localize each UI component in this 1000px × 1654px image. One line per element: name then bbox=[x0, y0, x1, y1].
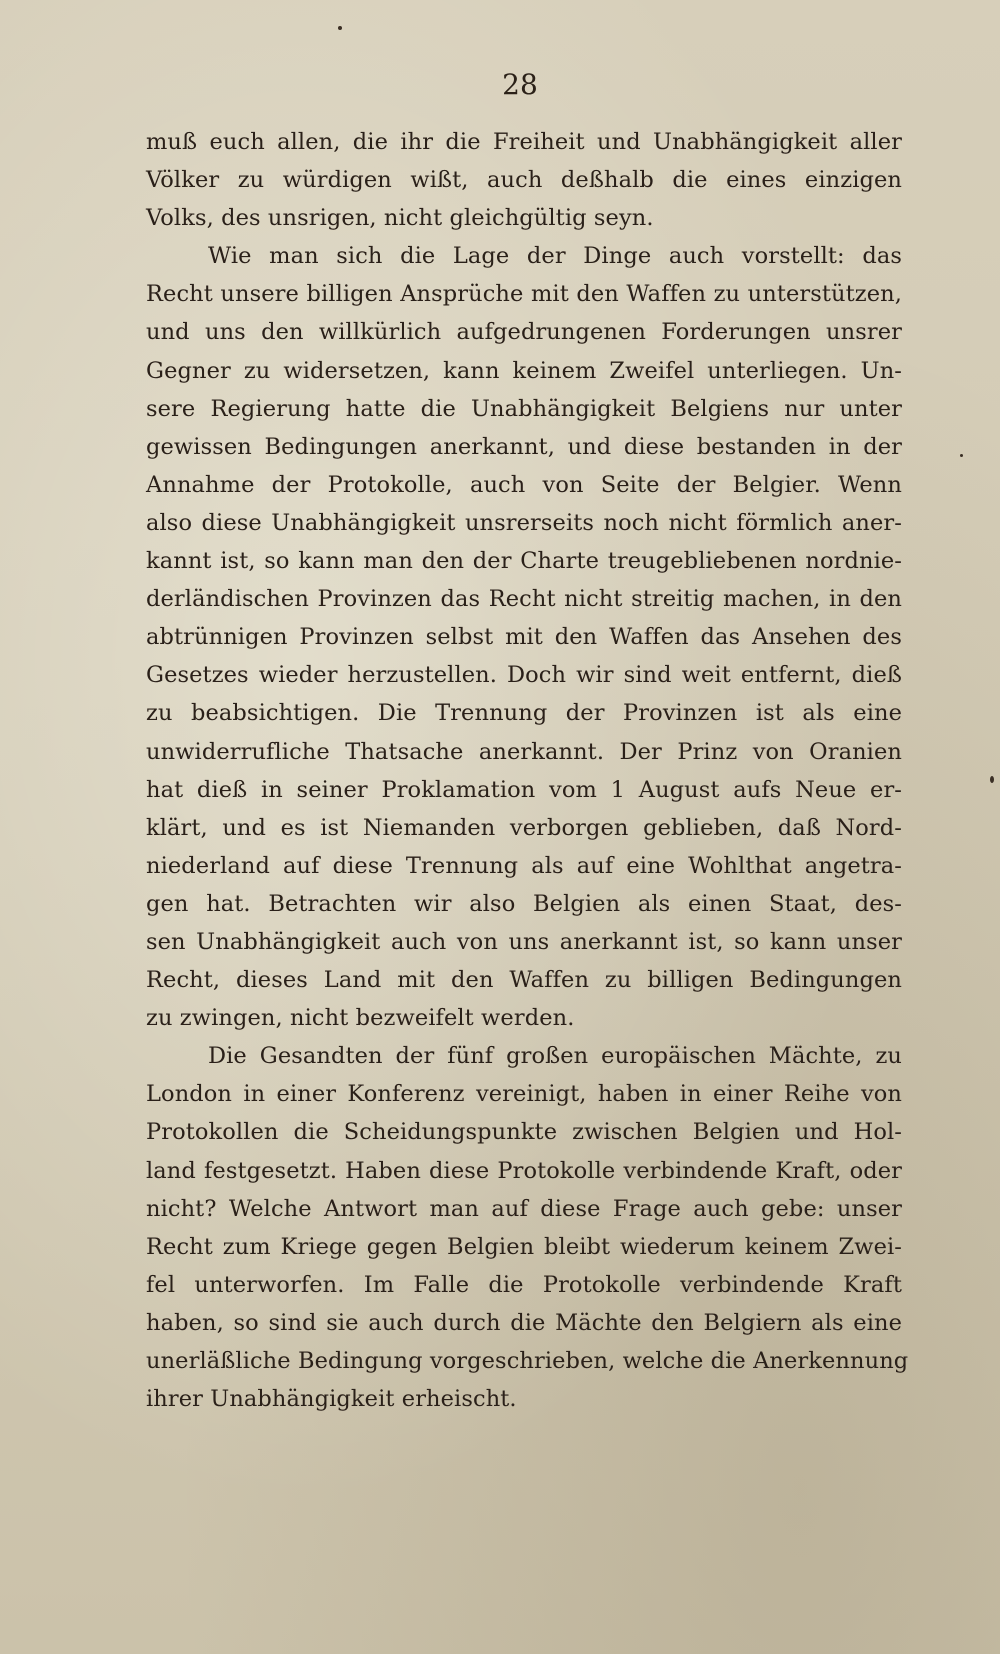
text-line: also diese Unabhängigkeit unsrerseits noch nicht förmlich aner- bbox=[146, 509, 902, 536]
text-line: haben, so sind sie auch durch die Mächte den Belgiern als eine bbox=[146, 1309, 902, 1336]
text-line: klärt, und es ist Niemanden verborgen geblieben, daß Nord- bbox=[146, 814, 902, 841]
text-line: fel unterworfen. Im Falle die Protokolle verbindende Kraft bbox=[146, 1271, 902, 1298]
text-line: niederland auf diese Trennung als auf eine Wohlthat angetra- bbox=[146, 852, 902, 879]
text-line: Recht unsere billigen Ansprüche mit den Waffen zu unterstützen, bbox=[146, 281, 902, 308]
text-line: land festgesetzt. Haben diese Protokolle verbindende Kraft, oder bbox=[146, 1157, 902, 1184]
text-line: hat dieß in seiner Proklamation vom 1 August aufs Neue er- bbox=[146, 776, 902, 803]
text-line: nicht? Welche Antwort man auf diese Frage auch gebe: unser bbox=[146, 1195, 902, 1222]
text-line: ihrer Unabhängigkeit erheischt. bbox=[146, 1386, 517, 1413]
text-line: Wie man sich die Lage der Dinge auch vorstellt: das bbox=[208, 243, 902, 270]
page-number: 28 bbox=[502, 68, 538, 101]
text-line: kannt ist, so kann man den der Charte treugebliebenen nordnie- bbox=[146, 548, 902, 575]
text-line: sen Unabhängigkeit auch von uns anerkannt ist, so kann unser bbox=[146, 928, 902, 955]
text-line: muß euch allen, die ihr die Freiheit und Unabhängigkeit aller bbox=[146, 129, 902, 155]
text-line: Recht, dieses Land mit den Waffen zu billigen Bedingungen bbox=[146, 967, 902, 994]
text-line: Recht zum Kriege gegen Belgien bleibt wiederum keinem Zwei- bbox=[146, 1233, 902, 1260]
text-line: gewissen Bedingungen anerkannt, und diese bestanden in der bbox=[146, 433, 902, 460]
text-line: derländischen Provinzen das Recht nicht streitig machen, in den bbox=[146, 586, 902, 613]
text-line: und uns den willkürlich aufgedrungenen Forderungen unsrer bbox=[146, 319, 902, 346]
text-line: Protokollen die Scheidungspunkte zwischen Belgien und Hol- bbox=[146, 1119, 902, 1146]
text-line: Die Gesandten der fünf großen europäischen Mächte, zu bbox=[208, 1043, 902, 1070]
ink-speck bbox=[960, 454, 963, 457]
text-line: zu beabsichtigen. Die Trennung der Provinzen ist als eine bbox=[146, 700, 902, 727]
ink-speck bbox=[990, 776, 994, 783]
ink-speck bbox=[338, 26, 342, 30]
text-line: gen hat. Betrachten wir also Belgien als einen Staat, des- bbox=[146, 890, 902, 917]
text-line: unwiderrufliche Thatsache anerkannt. Der Prinz von Oranien bbox=[146, 738, 902, 765]
text-line: Gesetzes wieder herzustellen. Doch wir sind weit entfernt, dieß bbox=[146, 662, 902, 689]
paragraph bbox=[146, 237, 902, 1037]
text-line: unerläßliche Bedingung vorgeschrieben, welche die Anerkennung bbox=[146, 1348, 909, 1374]
text-line: London in einer Konferenz vereinigt, haben in einer Reihe von bbox=[146, 1081, 902, 1108]
text-line: abtrünnigen Provinzen selbst mit den Waffen das Ansehen des bbox=[146, 624, 902, 651]
text-line: sere Regierung hatte die Unabhängigkeit Belgiens nur unter bbox=[146, 395, 902, 422]
text-line: Gegner zu widersetzen, kann keinem Zweifel unterliegen. Un- bbox=[146, 357, 902, 384]
text-line: Volks, des unsrigen, nicht gleichgültig seyn. bbox=[146, 205, 654, 232]
text-line: zu zwingen, nicht bezweifelt werden. bbox=[146, 1005, 575, 1032]
body-text bbox=[146, 123, 909, 1418]
text-line: Annahme der Protokolle, auch von Seite der Belgier. Wenn bbox=[146, 471, 902, 498]
paragraph bbox=[146, 1037, 909, 1418]
paragraph bbox=[146, 123, 902, 237]
text-line: Völker zu würdigen wißt, auch deßhalb die eines einzigen bbox=[146, 167, 902, 194]
